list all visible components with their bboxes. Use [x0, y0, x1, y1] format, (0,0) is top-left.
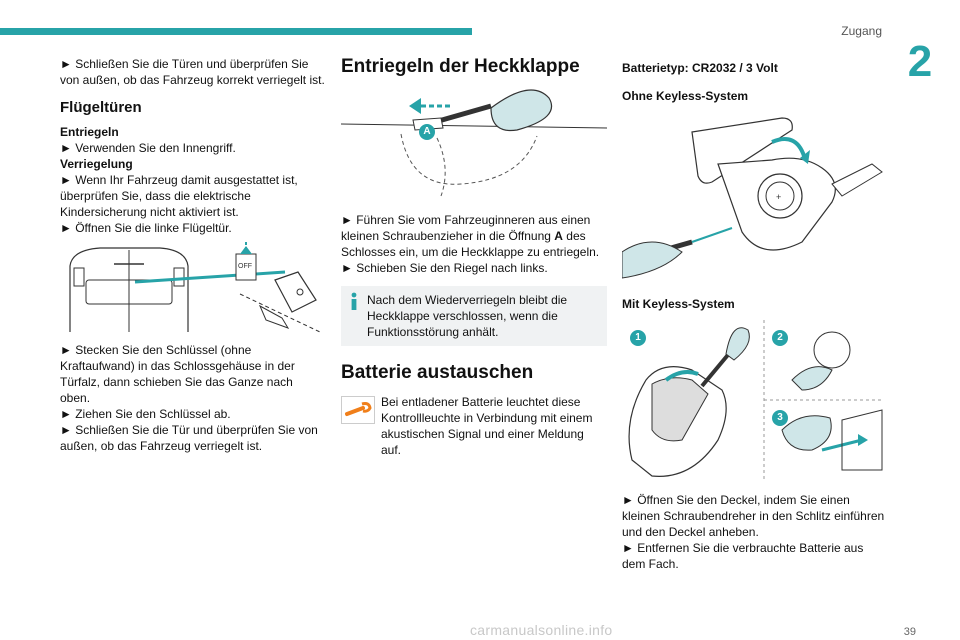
heading-wing-doors: Flügeltüren — [60, 99, 142, 116]
tailgate-illustration — [341, 88, 607, 200]
svg-text:+: + — [776, 192, 782, 202]
no-keyless-heading: Ohne Keyless-System — [622, 89, 749, 103]
lock-step-1: ► Wenn Ihr Fahrzeug damit ausgestattet ist, überprüfen Sie, dass die elektrische Kindersicherung nicht aktiviert ist. — [60, 173, 298, 219]
intro-text: ► Schließen Sie die Türen und überprüfen Sie von außen, ob das Fahrzeug korrekt verriegelt ist. — [60, 57, 325, 87]
battery-step-2: ► Entfernen Sie die verbrauchte Batterie aus dem Fach. — [622, 541, 864, 571]
keyless-key-steps-drawing — [622, 320, 884, 480]
unlock-step: ► Verwenden Sie den Innengriff. — [60, 141, 236, 155]
column-middle — [341, 56, 607, 458]
van-rear-key-drawing — [60, 242, 322, 334]
lock-step-2: ► Öffnen Sie die linke Flügeltür. — [60, 221, 232, 235]
tailgate-step-1 — [341, 212, 607, 260]
tailgate-step-1-bold: A — [554, 229, 563, 243]
wing-door-illustration — [60, 242, 326, 334]
watermark: carmanualsonline.info — [470, 622, 613, 638]
remote-key-open-drawing — [622, 112, 884, 284]
warning-block — [341, 394, 607, 458]
step-badge-1: 1 — [630, 330, 646, 346]
key-with-keyless-illustration — [622, 320, 888, 480]
step-badge-3: 3 — [772, 410, 788, 426]
key-step-3: ► Schließen Sie die Tür und überprüfen Sie von außen, ob das Fahrzeug verriegelt ist. — [60, 423, 318, 453]
chapter-number: 2 — [907, 37, 933, 86]
header-accent-bar — [0, 28, 472, 35]
off-switch-label: OFF — [238, 263, 252, 270]
key-step-2: ► Ziehen Sie den Schlüssel ab. — [60, 407, 231, 421]
tailgate-step-1-text: ► Führen Sie vom Fahrzeuginneren aus einen kleinen Schraubenzieher in die Öffnung — [341, 213, 591, 243]
column-right — [622, 56, 888, 572]
unlock-label: Entriegeln — [60, 125, 119, 139]
tailgate-step-2: ► Schieben Sie den Riegel nach links. — [341, 261, 548, 275]
lock-label: Verriegelung — [60, 157, 133, 171]
column-left — [60, 56, 326, 454]
heading-battery: Batterie austauschen — [341, 362, 534, 383]
screwdriver-tailgate-drawing — [341, 88, 607, 200]
marker-a-badge: A — [419, 124, 435, 140]
key-step-1: ► Stecken Sie den Schlüssel (ohne Kraftaufwand) in das Schlossgehäuse in der Türfalz, dann schieben Sie das Ganze nach oben. — [60, 343, 295, 405]
heading-tailgate: Entriegeln der Heckklappe — [341, 56, 580, 77]
wrench-warning-icon — [341, 396, 375, 424]
tailgate-step-1-rest: des Schlosses ein, um die Heckklappe zu entriegeln. — [341, 229, 600, 259]
section-title: Zugang — [841, 24, 882, 38]
step-badge-2: 2 — [772, 330, 788, 346]
info-box — [341, 286, 607, 346]
info-text: Nach dem Wiederverriegeln bleibt die Heckklappe verschlossen, wenn die Funktionsstörung anhält. — [367, 293, 568, 339]
battery-type: Batterietyp: CR2032 / 3 Volt — [622, 61, 778, 75]
page-number: 39 — [903, 626, 916, 638]
with-keyless-heading: Mit Keyless-System — [622, 297, 735, 311]
info-icon — [349, 292, 359, 310]
key-without-keyless-illustration — [622, 112, 888, 284]
warning-text: Bei entladener Batterie leuchtet diese Kontrollleuchte in Verbindung mit einem akustischen Signal und einer Meldung auf. — [381, 395, 593, 457]
battery-step-1: ► Öffnen Sie den Deckel, indem Sie einen kleinen Schraubendreher in den Schlitz einführen und den Deckel anheben. — [622, 493, 885, 539]
